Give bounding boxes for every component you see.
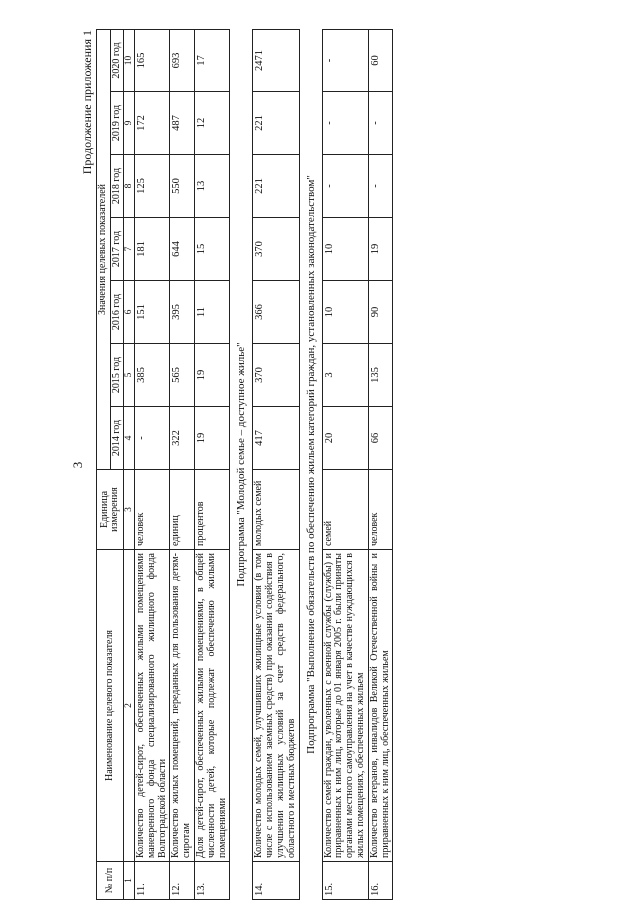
- column-number: 10: [124, 29, 135, 91]
- indicator-name: Количество семей граждан, уволенных с военной службы (службы) и приравненных к ним лиц, которые до 01 января 2005 г. были приняты органами местного самоуправления на учет в качестве нуждающихся в жилых помещениях, обеспеченных жильем: [322, 550, 368, 862]
- row-number: 14.: [253, 862, 299, 900]
- indicator-name: Количество ветеранов, инвалидов Великой Отечественной войны и приравненных к ним лиц, обеспеченных жильем: [368, 550, 393, 862]
- header-unit: Единица измерения: [97, 470, 124, 550]
- value-cell: 221: [253, 155, 299, 218]
- value-cell: -: [135, 407, 170, 470]
- column-numbers-row: [124, 29, 135, 899]
- table-row: [322, 29, 368, 899]
- indicators-table: [96, 29, 393, 900]
- value-cell: 135: [368, 344, 393, 407]
- indicator-name: Количество жилых помещений, переданных для пользования детям-сиротам: [170, 550, 195, 862]
- column-number: 6: [124, 281, 135, 344]
- value-cell: 417: [253, 407, 299, 470]
- column-number: 7: [124, 218, 135, 281]
- value-cell: 366: [253, 281, 299, 344]
- table-row: [194, 29, 229, 899]
- column-number: 4: [124, 407, 135, 470]
- value-cell: 10: [322, 281, 368, 344]
- value-cell: 550: [170, 155, 195, 218]
- row-number: 15.: [322, 862, 368, 900]
- value-cell: 322: [170, 407, 195, 470]
- header-year: 2018 год: [110, 155, 124, 218]
- value-cell: 370: [253, 218, 299, 281]
- value-cell: 2471: [253, 29, 299, 91]
- value-cell: 181: [135, 218, 170, 281]
- value-cell: 19: [194, 344, 229, 407]
- value-cell: 11: [194, 281, 229, 344]
- indicator-name: Количество детей-сирот, обеспеченных жилыми помещениями маневренного фонда специализированного жилищного фонда Волгоградской области: [135, 550, 170, 862]
- value-cell: 60: [368, 29, 393, 91]
- subprogram-title: Подпрограмма "Молодой семье – доступное жилье": [235, 342, 248, 587]
- subprogram-title: Подпрограмма "Выполнение обязательств по обеспечению жильем категорий граждан, установленных законодательством": [304, 175, 317, 754]
- value-cell: 17: [194, 29, 229, 91]
- value-cell: 13: [194, 155, 229, 218]
- header-values-group: Значения целевых показателей: [97, 29, 111, 469]
- value-cell: 221: [253, 92, 299, 155]
- value-cell: 370: [253, 344, 299, 407]
- value-cell: -: [322, 155, 368, 218]
- value-cell: 165: [135, 29, 170, 91]
- indicator-name: Доля детей-сирот, обеспеченных жилыми помещениями, в общей численности детей, которые подлежат обеспечению жилыми помещениями: [194, 550, 229, 862]
- value-cell: 66: [368, 407, 393, 470]
- value-cell: 151: [135, 281, 170, 344]
- value-cell: 385: [135, 344, 170, 407]
- column-number: 9: [124, 92, 135, 155]
- header-name: Наименование целевого показателя: [97, 550, 124, 862]
- value-cell: -: [368, 155, 393, 218]
- header-year: 2016 год: [110, 281, 124, 344]
- value-cell: 10: [322, 218, 368, 281]
- header-year: 2017 год: [110, 218, 124, 281]
- subprogram-row: [299, 29, 322, 899]
- rotated-document-sheet: [70, 30, 640, 900]
- header-row: [97, 29, 111, 899]
- unit-cell: семей: [322, 470, 368, 550]
- unit-cell: человек: [135, 470, 170, 550]
- value-cell: 125: [135, 155, 170, 218]
- table-row: [170, 29, 195, 899]
- value-cell: 12: [194, 92, 229, 155]
- value-cell: 19: [368, 218, 393, 281]
- value-cell: 395: [170, 281, 195, 344]
- unit-cell: человек: [368, 470, 393, 550]
- value-cell: 90: [368, 281, 393, 344]
- header-num: № п/п: [97, 862, 124, 900]
- value-cell: 693: [170, 29, 195, 91]
- unit-cell: процентов: [194, 470, 229, 550]
- column-number: 3: [124, 470, 135, 550]
- value-cell: 19: [194, 407, 229, 470]
- value-cell: 15: [194, 218, 229, 281]
- value-cell: 644: [170, 218, 195, 281]
- row-number: 12.: [170, 862, 195, 900]
- column-number: 1: [124, 862, 135, 900]
- subprogram-row: [230, 29, 253, 899]
- value-cell: 20: [322, 407, 368, 470]
- value-cell: 172: [135, 92, 170, 155]
- header-year: 2015 год: [110, 344, 124, 407]
- unit-cell: единиц: [170, 470, 195, 550]
- continuation-note: Продолжение приложения 1: [80, 30, 94, 175]
- value-cell: 3: [322, 344, 368, 407]
- table-row: [368, 29, 393, 899]
- column-number: 5: [124, 344, 135, 407]
- indicator-name: Количество молодых семей, улучшивших жилищные условия (в том числе с использованием заемных средств) при оказании содействия в улучшении жилищных условий за счет средств федерального, областного и местных бюджетов: [253, 550, 299, 862]
- header-year: 2019 год: [110, 92, 124, 155]
- header-year: 2020 год: [110, 29, 124, 91]
- page-number: 3: [70, 461, 85, 469]
- column-number: 2: [124, 550, 135, 862]
- value-cell: 565: [170, 344, 195, 407]
- row-number: 13.: [194, 862, 229, 900]
- header-year: 2014 год: [110, 407, 124, 470]
- unit-cell: молодых семей: [253, 470, 299, 550]
- value-cell: -: [322, 29, 368, 91]
- value-cell: -: [368, 92, 393, 155]
- column-number: 8: [124, 155, 135, 218]
- table-row: [135, 29, 170, 899]
- row-number: 16.: [368, 862, 393, 900]
- value-cell: 487: [170, 92, 195, 155]
- value-cell: -: [322, 92, 368, 155]
- table-row: [253, 29, 299, 899]
- row-number: 11.: [135, 862, 170, 900]
